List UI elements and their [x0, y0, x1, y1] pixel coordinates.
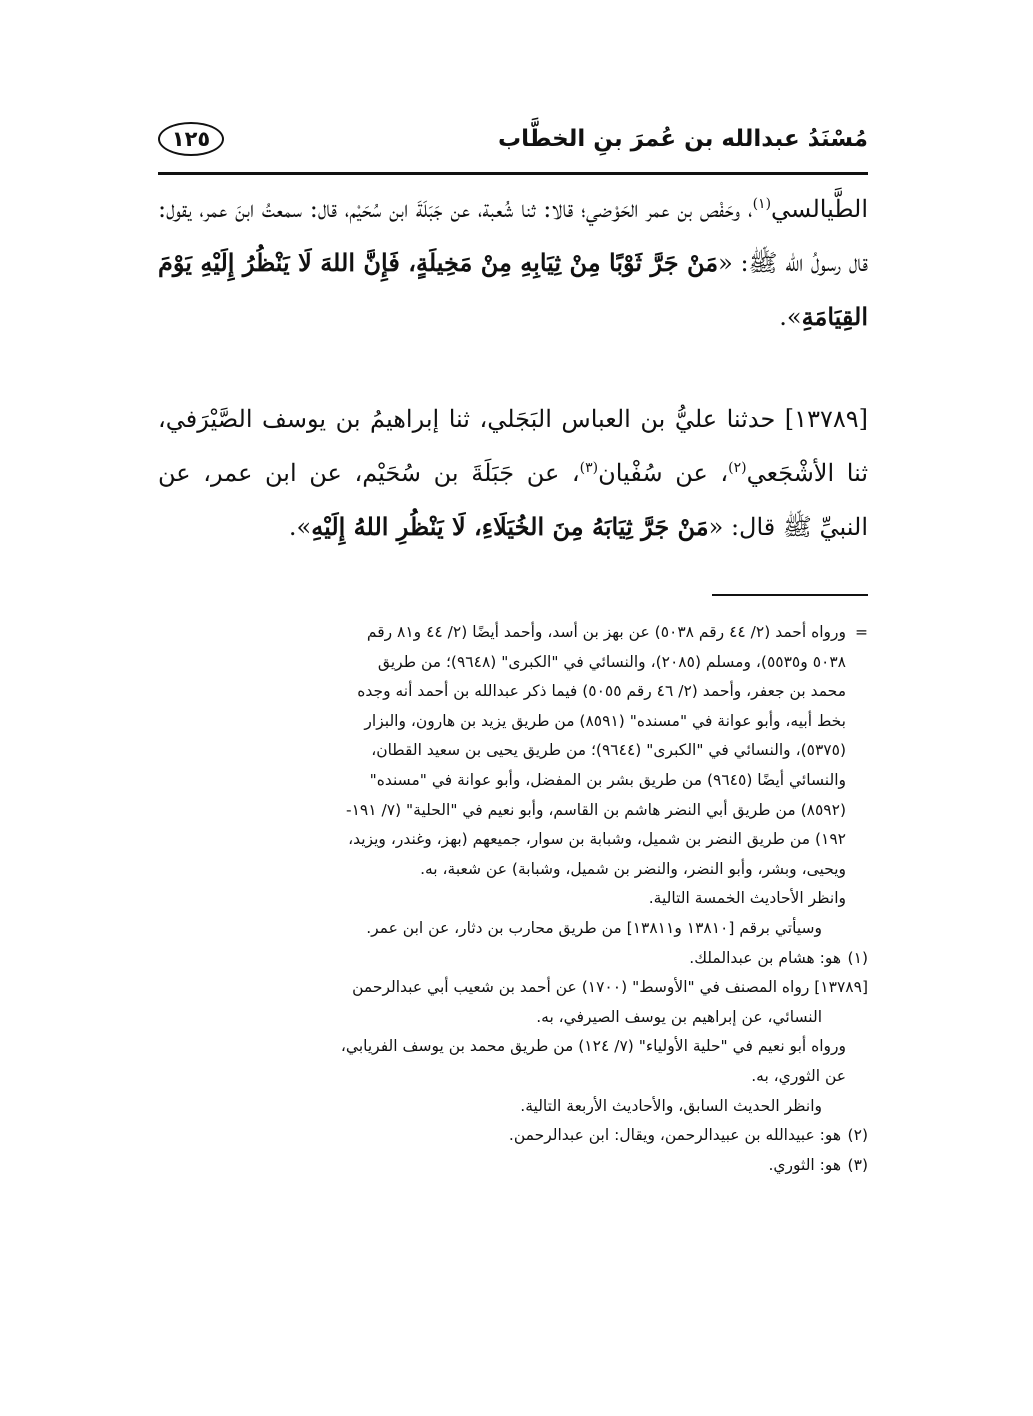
footnotes [158, 618, 868, 1180]
footnote-line: عن الثوري، به. [751, 1066, 846, 1085]
footnote-line: والنسائي أيضًا (٩٦٤٥) من طريق بشر بن المفضل، وأبو عوانة في "مسنده" [369, 770, 846, 789]
footnote-divider [712, 594, 868, 596]
footnote-ref-3[interactable]: (٣) [579, 460, 599, 476]
footnote-1 [158, 944, 868, 974]
footnote-line: النسائي، عن إبراهيم بن يوسف الصيرفي، به. [536, 1007, 822, 1026]
footnote-marker: (٣) [847, 1155, 868, 1174]
text-span: ، وحَفْص بن عمر الحَوْضي؛ قالا: ثنا شُعبة، عن جَبَلَةَ ابن سُحَيْم، قال: سمعتُ ابنَ عمر، يقول: قال رسولُ الله ﷺ: « [158, 195, 868, 277]
footnote-line: ويحيى، وبشر، وأبو النضر، والنضر بن شميل، وشبابة) عن شعبة، به. [420, 859, 846, 878]
text-span: [١٣٧٨٩] حدثنا عليُّ بن العباس البَجَلي، ثنا إبراهيمُ بن يوسف الصَّيْرَفي، ثنا الأشْجَعي [158, 405, 869, 487]
header-divider [158, 172, 868, 175]
footnote-line: بخط أبيه، وأبو عوانة في "مسنده" (٨٥٩١) من طريق يزيد بن هارون، والبزار [364, 711, 846, 730]
footnote-line: (٥٣٧٥)، والنسائي في "الكبرى" (٩٦٤٤)؛ من طريق يحيى بن سعيد القطان، [371, 741, 846, 760]
footnote-ref-1[interactable]: (١) [752, 196, 772, 212]
footnote-2 [158, 1121, 868, 1151]
page-header [158, 118, 868, 170]
footnote-line: ١٩٢) من طريق النضر بن شميل، وشبابة بن سوار، جميعهم (بهز، وغندر، ويزيد، [348, 830, 846, 849]
text-span: ، عن جَبَلَةَ بن سُحَيْم، عن ابن عمر، عن النبيِّ ﷺ قال: « [158, 459, 868, 541]
footnote-line: (٨٥٩٢) من طريق أبي النضر هاشم بن القاسم، وأبو نعيم في "الحلية" (٧/ ١٩١- [346, 800, 846, 819]
footnote-line: وانظر الأحاديث الخمسة التالية. [648, 889, 846, 908]
footnote-line: وانظر الحديث السابق، والأحاديث الأربعة التالية. [520, 1096, 822, 1115]
text-span: ». [288, 513, 312, 541]
footnote-text: ورواه أحمد (٢/ ٤٤ رقم ٥٠٣٨) عن بهز بن أسد، وأحمد أيضًا (٢/ ٤٤ و٨١ رقم [366, 623, 846, 641]
footnote-line [158, 618, 868, 648]
page-number: ١٢٥ [158, 122, 224, 156]
continuation-marker: = [855, 623, 868, 641]
hadith-text: مَنْ جَرَّ ثِيَابَهُ مِنَ الخُيَلَاءِ، لَا يَنْظُرِ اللهُ إِلَيْهِ [311, 512, 709, 541]
text-span: ». [779, 303, 802, 331]
footnote-ref-2[interactable]: (٢) [728, 460, 747, 476]
footnote-text: هو: عبيدالله بن عبيدالرحمن، ويقال: ابن عبدالرحمن. [508, 1126, 842, 1145]
footnote-text: هو: هشام بن عبدالملك. [689, 948, 842, 967]
running-title: مُسْنَدُ عبدالله بن عُمرَ بنِ الخطَّاب [498, 126, 868, 152]
footnote-text: هو: الثوري. [768, 1155, 842, 1174]
hadith-13789 [158, 392, 868, 554]
text-span: ، عن سُفْيان [598, 459, 729, 487]
footnote-marker: (١) [847, 948, 868, 967]
main-text [158, 182, 868, 554]
footnote-line: محمد بن جعفر، وأحمد (٢/ ٤٦ رقم ٥٠٥٥) فيما ذكر عبدالله بن أحمد أنه وجده [357, 682, 846, 701]
hadith-text: مَنْ جَرَّ ثَوْبًا مِنْ ثِيَابِهِ مِنْ مَخِيلَةٍ، فَإِنَّ اللهَ لَا يَنْظُرُ إِلَيْهِ يَوْمَ القِيَامَةِ [158, 248, 868, 331]
footnote-marker: (٢) [847, 1126, 868, 1145]
paragraph-continuation [158, 182, 868, 344]
footnote-line: [١٣٧٨٩] رواه المصنف في "الأوسط" (١٧٠٠) عن أحمد بن شعيب أبي عبدالرحمن [352, 978, 868, 997]
footnote-line: وسيأتي برقم [١٣٨١٠ و١٣٨١١] من طريق محارب بن دثار، عن ابن عمر. [366, 918, 822, 937]
text-span: الطَّيالسي [771, 195, 868, 223]
footnote-3 [158, 1151, 868, 1181]
footnote-line: ٥٠٣٨ و٥٥٣٥)، ومسلم (٢٠٨٥)، والنسائي في "الكبرى" (٩٦٤٨)؛ من طريق [377, 652, 846, 671]
footnote-line: ورواه أبو نعيم في "حلية الأولياء" (٧/ ١٢٤) من طريق محمد بن يوسف الفريابي، [340, 1037, 846, 1056]
